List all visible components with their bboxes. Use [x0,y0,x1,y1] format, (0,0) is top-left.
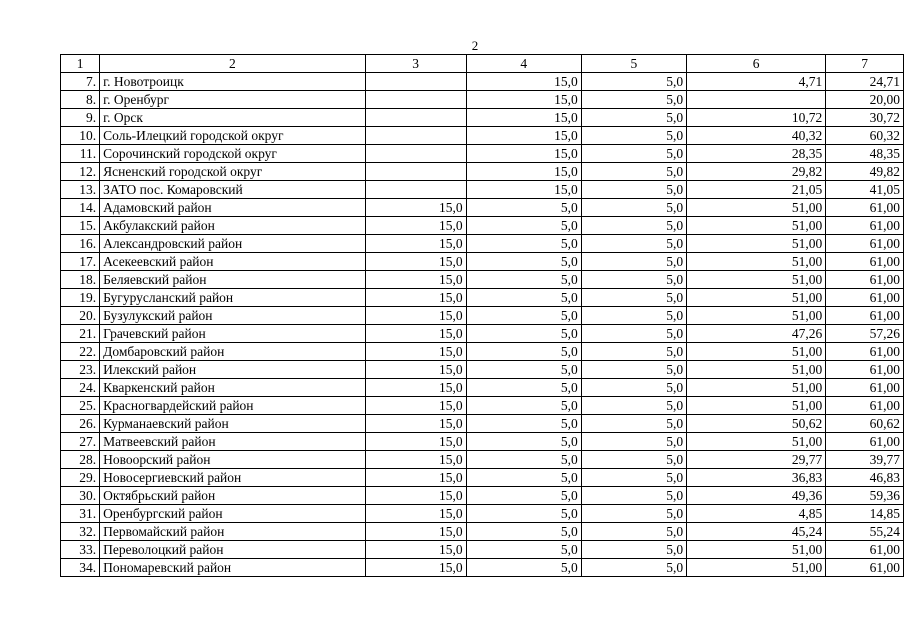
value-col-4: 5,0 [466,343,581,361]
value-col-7: 55,24 [826,523,904,541]
value-col-4: 5,0 [466,307,581,325]
value-col-6: 51,00 [687,343,826,361]
value-col-5: 5,0 [581,469,686,487]
value-col-5: 5,0 [581,415,686,433]
territory-name: г. Оренбург [100,91,366,109]
table-row [61,235,904,253]
value-col-5: 5,0 [581,91,686,109]
value-col-6: 51,00 [687,199,826,217]
value-col-6: 50,62 [687,415,826,433]
value-col-3: 15,0 [365,379,466,397]
value-col-3: 15,0 [365,505,466,523]
value-col-5: 5,0 [581,289,686,307]
territory-name: г. Новотроицк [100,73,366,91]
territory-name: Пономаревский район [100,559,366,577]
row-number: 16. [61,235,100,253]
row-number: 29. [61,469,100,487]
value-col-3: 15,0 [365,325,466,343]
table-row [61,127,904,145]
territory-name: Октябрьский район [100,487,366,505]
value-col-6: 10,72 [687,109,826,127]
row-number: 25. [61,397,100,415]
value-col-4: 15,0 [466,127,581,145]
value-col-6: 29,82 [687,163,826,181]
value-col-4: 5,0 [466,541,581,559]
value-col-6 [687,91,826,109]
value-col-3: 15,0 [365,271,466,289]
table-row [61,433,904,451]
value-col-5: 5,0 [581,325,686,343]
value-col-7: 61,00 [826,541,904,559]
table-row [61,145,904,163]
value-col-7: 41,05 [826,181,904,199]
value-col-5: 5,0 [581,145,686,163]
table-row [61,181,904,199]
table-row [61,73,904,91]
row-number: 10. [61,127,100,145]
territory-name: Ясненский городской округ [100,163,366,181]
value-col-7: 14,85 [826,505,904,523]
table-row [61,307,904,325]
value-col-7: 61,00 [826,199,904,217]
value-col-4: 15,0 [466,163,581,181]
header-cell: 6 [687,55,826,73]
value-col-7: 57,26 [826,325,904,343]
value-col-5: 5,0 [581,199,686,217]
value-col-7: 61,00 [826,271,904,289]
value-col-3: 15,0 [365,469,466,487]
value-col-3 [365,145,466,163]
row-number: 21. [61,325,100,343]
row-number: 31. [61,505,100,523]
value-col-5: 5,0 [581,307,686,325]
value-col-6: 4,85 [687,505,826,523]
row-number: 7. [61,73,100,91]
value-col-3: 15,0 [365,343,466,361]
value-col-4: 5,0 [466,379,581,397]
value-col-3: 15,0 [365,541,466,559]
value-col-5: 5,0 [581,361,686,379]
value-col-7: 61,00 [826,559,904,577]
table-row [61,523,904,541]
value-col-7: 30,72 [826,109,904,127]
row-number: 9. [61,109,100,127]
table-row [61,253,904,271]
value-col-5: 5,0 [581,451,686,469]
value-col-6: 51,00 [687,379,826,397]
value-col-7: 48,35 [826,145,904,163]
value-col-7: 61,00 [826,343,904,361]
value-col-5: 5,0 [581,433,686,451]
header-row [61,55,904,73]
value-col-3: 15,0 [365,523,466,541]
value-col-3: 15,0 [365,559,466,577]
value-col-5: 5,0 [581,217,686,235]
value-col-3 [365,163,466,181]
value-col-5: 5,0 [581,181,686,199]
value-col-3 [365,181,466,199]
value-col-3 [365,109,466,127]
value-col-3: 15,0 [365,235,466,253]
value-col-4: 5,0 [466,253,581,271]
value-col-4: 5,0 [466,325,581,343]
row-number: 19. [61,289,100,307]
value-col-7: 46,83 [826,469,904,487]
value-col-3: 15,0 [365,415,466,433]
value-col-4: 5,0 [466,451,581,469]
value-col-5: 5,0 [581,523,686,541]
row-number: 8. [61,91,100,109]
value-col-3 [365,127,466,145]
territory-name: Бугурусланский район [100,289,366,307]
territory-name: Грачевский район [100,325,366,343]
value-col-6: 51,00 [687,289,826,307]
value-col-5: 5,0 [581,163,686,181]
value-col-5: 5,0 [581,505,686,523]
territory-name: ЗАТО пос. Комаровский [100,181,366,199]
territory-name: Оренбургский район [100,505,366,523]
row-number: 28. [61,451,100,469]
value-col-5: 5,0 [581,343,686,361]
row-number: 17. [61,253,100,271]
value-col-6: 51,00 [687,235,826,253]
header-cell: 7 [826,55,904,73]
value-col-6: 51,00 [687,397,826,415]
table-row [61,379,904,397]
territory-name: Новоорский район [100,451,366,469]
value-col-5: 5,0 [581,271,686,289]
row-number: 13. [61,181,100,199]
table-row [61,325,904,343]
value-col-3 [365,91,466,109]
value-col-5: 5,0 [581,397,686,415]
header-cell: 2 [100,55,366,73]
territory-name: Соль-Илецкий городской округ [100,127,366,145]
territory-name: Акбулакский район [100,217,366,235]
value-col-7: 61,00 [826,379,904,397]
value-col-5: 5,0 [581,379,686,397]
row-number: 30. [61,487,100,505]
table-row [61,451,904,469]
value-col-7: 61,00 [826,307,904,325]
value-col-4: 5,0 [466,433,581,451]
value-col-7: 49,82 [826,163,904,181]
value-col-4: 5,0 [466,505,581,523]
row-number: 15. [61,217,100,235]
value-col-4: 5,0 [466,271,581,289]
territory-name: Курманаевский район [100,415,366,433]
table-row [61,343,904,361]
value-col-5: 5,0 [581,487,686,505]
territory-name: Сорочинский городской округ [100,145,366,163]
table-row [61,361,904,379]
value-col-6: 51,00 [687,307,826,325]
value-col-3: 15,0 [365,289,466,307]
value-col-4: 5,0 [466,235,581,253]
row-number: 24. [61,379,100,397]
value-col-6: 49,36 [687,487,826,505]
territory-name: г. Орск [100,109,366,127]
page-number: 2 [471,38,479,53]
value-col-6: 51,00 [687,361,826,379]
value-col-5: 5,0 [581,541,686,559]
value-col-4: 5,0 [466,217,581,235]
value-col-5: 5,0 [581,559,686,577]
value-col-6: 36,83 [687,469,826,487]
value-col-6: 45,24 [687,523,826,541]
value-col-3: 15,0 [365,361,466,379]
value-col-4: 5,0 [466,559,581,577]
value-col-3: 15,0 [365,307,466,325]
value-col-6: 29,77 [687,451,826,469]
territory-name: Первомайский район [100,523,366,541]
territory-name: Переволоцкий район [100,541,366,559]
table-row [61,469,904,487]
territory-name: Александровский район [100,235,366,253]
value-col-6: 51,00 [687,541,826,559]
value-col-6: 51,00 [687,217,826,235]
row-number: 14. [61,199,100,217]
value-col-6: 21,05 [687,181,826,199]
header-cell: 5 [581,55,686,73]
row-number: 32. [61,523,100,541]
row-number: 26. [61,415,100,433]
territory-name: Домбаровский район [100,343,366,361]
value-col-5: 5,0 [581,109,686,127]
territory-name: Асекеевский район [100,253,366,271]
header-cell: 1 [61,55,100,73]
row-number: 27. [61,433,100,451]
value-col-6: 4,71 [687,73,826,91]
value-col-4: 5,0 [466,361,581,379]
value-col-6: 51,00 [687,253,826,271]
value-col-3 [365,73,466,91]
value-col-7: 39,77 [826,451,904,469]
table-row [61,415,904,433]
header-cell: 3 [365,55,466,73]
value-col-7: 24,71 [826,73,904,91]
value-col-4: 5,0 [466,289,581,307]
value-col-4: 15,0 [466,73,581,91]
value-col-5: 5,0 [581,253,686,271]
data-table [60,54,904,577]
row-number: 33. [61,541,100,559]
value-col-7: 60,32 [826,127,904,145]
table-row [61,271,904,289]
territory-name: Матвеевский район [100,433,366,451]
value-col-7: 61,00 [826,235,904,253]
table-row [61,505,904,523]
value-col-3: 15,0 [365,199,466,217]
value-col-6: 51,00 [687,271,826,289]
value-col-7: 60,62 [826,415,904,433]
value-col-7: 61,00 [826,361,904,379]
value-col-6: 40,32 [687,127,826,145]
value-col-3: 15,0 [365,253,466,271]
table-row [61,541,904,559]
value-col-3: 15,0 [365,217,466,235]
territory-name: Беляевский район [100,271,366,289]
table-row [61,289,904,307]
row-number: 12. [61,163,100,181]
value-col-3: 15,0 [365,397,466,415]
value-col-4: 15,0 [466,145,581,163]
table-row [61,109,904,127]
value-col-6: 51,00 [687,433,826,451]
value-col-3: 15,0 [365,451,466,469]
value-col-7: 20,00 [826,91,904,109]
value-col-7: 61,00 [826,397,904,415]
value-col-7: 61,00 [826,433,904,451]
table-row [61,163,904,181]
value-col-4: 5,0 [466,469,581,487]
value-col-4: 15,0 [466,109,581,127]
territory-name: Новосергиевский район [100,469,366,487]
value-col-4: 15,0 [466,91,581,109]
table-row [61,217,904,235]
value-col-3: 15,0 [365,433,466,451]
value-col-6: 28,35 [687,145,826,163]
table-row [61,91,904,109]
territory-name: Бузулукский район [100,307,366,325]
value-col-7: 61,00 [826,253,904,271]
row-number: 11. [61,145,100,163]
value-col-7: 61,00 [826,217,904,235]
table-row [61,487,904,505]
row-number: 23. [61,361,100,379]
table-row [61,397,904,415]
value-col-4: 5,0 [466,397,581,415]
row-number: 18. [61,271,100,289]
row-number: 34. [61,559,100,577]
value-col-3: 15,0 [365,487,466,505]
territory-name: Кваркенский район [100,379,366,397]
value-col-4: 5,0 [466,487,581,505]
territory-name: Адамовский район [100,199,366,217]
table-row [61,559,904,577]
value-col-4: 5,0 [466,523,581,541]
row-number: 20. [61,307,100,325]
value-col-7: 59,36 [826,487,904,505]
value-col-6: 51,00 [687,559,826,577]
territory-name: Красногвардейский район [100,397,366,415]
header-cell: 4 [466,55,581,73]
value-col-4: 15,0 [466,181,581,199]
value-col-5: 5,0 [581,73,686,91]
value-col-6: 47,26 [687,325,826,343]
value-col-4: 5,0 [466,199,581,217]
territory-name: Илекский район [100,361,366,379]
table-row [61,199,904,217]
value-col-5: 5,0 [581,235,686,253]
value-col-4: 5,0 [466,415,581,433]
value-col-5: 5,0 [581,127,686,145]
value-col-7: 61,00 [826,289,904,307]
row-number: 22. [61,343,100,361]
